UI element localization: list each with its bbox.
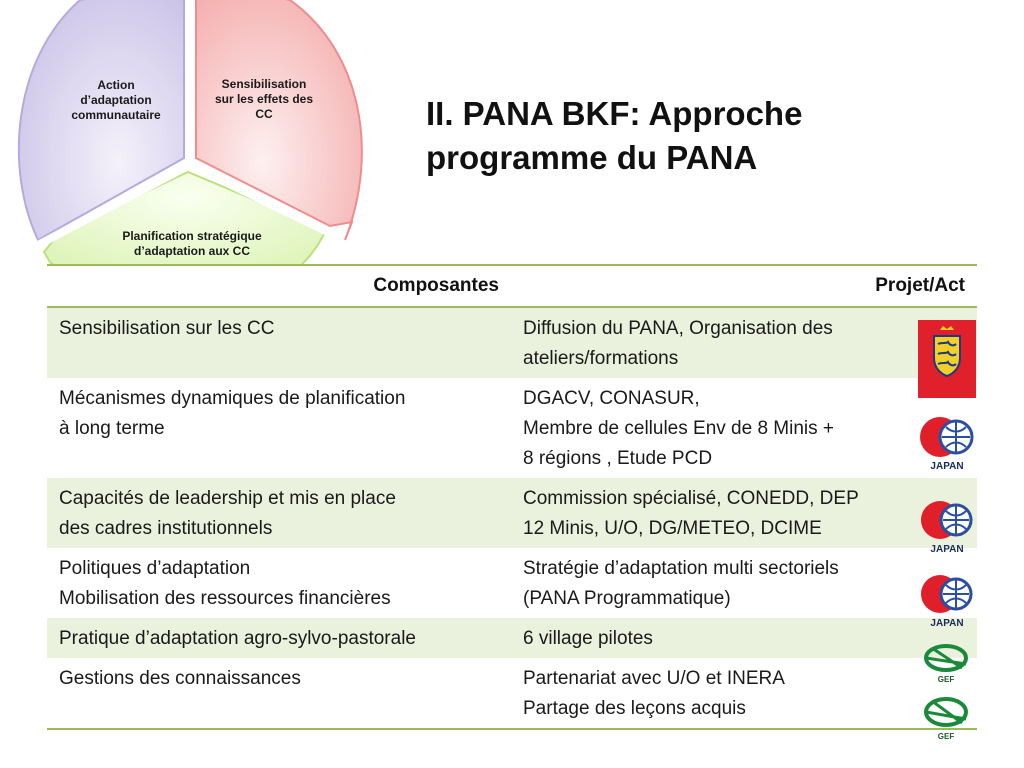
cell-line: Capacités de leadership et mis en place bbox=[59, 488, 396, 509]
cell-line: DGACV, CONASUR, bbox=[523, 388, 700, 409]
table-row bbox=[47, 378, 977, 478]
svg-text:JAPAN: JAPAN bbox=[930, 461, 964, 472]
cell-composante bbox=[47, 378, 511, 478]
table-row bbox=[47, 478, 977, 548]
title-line-2: programme du PANA bbox=[426, 139, 758, 176]
cell-line: des cadres institutionnels bbox=[59, 518, 273, 539]
cell-projet bbox=[511, 618, 977, 658]
svg-text:JAPAN: JAPAN bbox=[930, 544, 964, 555]
cell-line: Membre de cellules Env de 8 Minis + bbox=[523, 418, 835, 439]
title-line-1: II. PANA BKF: Approche bbox=[426, 95, 803, 132]
table-row bbox=[47, 658, 977, 729]
svg-text:GEF: GEF bbox=[937, 675, 955, 684]
table-row bbox=[47, 307, 977, 378]
cell-composante bbox=[47, 548, 511, 618]
cell-line: 12 Minis, U/O, DG/METEO, DCIME bbox=[523, 518, 822, 539]
cycle-label-planification: Planification stratégique d’adaptation aux CC bbox=[122, 229, 262, 258]
cell-line: Commission spécialisé, CONEDD, DEP bbox=[523, 488, 859, 509]
cell-line: Partenariat avec U/O et INERA bbox=[523, 668, 785, 689]
cell-line: Mobilisation des ressources financières bbox=[59, 588, 391, 609]
cell-composante bbox=[47, 658, 511, 729]
cell-projet bbox=[511, 378, 977, 478]
cell-line: Stratégie d’adaptation multi sectoriels bbox=[523, 558, 839, 579]
components-table bbox=[47, 264, 977, 730]
cell-line: 6 village pilotes bbox=[523, 628, 653, 649]
header-projet-act: Projet/Act bbox=[511, 265, 977, 307]
cell-line: Politiques d’adaptation bbox=[59, 558, 251, 579]
cell-line: Partage des leçons acquis bbox=[523, 698, 746, 719]
cell-composante bbox=[47, 478, 511, 548]
cell-line: Pratique d’adaptation agro-sylvo-pastorale bbox=[59, 628, 416, 649]
cell-line: Sensibilisation sur les CC bbox=[59, 318, 275, 339]
cell-projet bbox=[511, 478, 977, 548]
cell-line: ateliers/formations bbox=[523, 348, 679, 369]
cell-composante bbox=[47, 618, 511, 658]
svg-text:GEF: GEF bbox=[937, 732, 955, 741]
svg-text:JAPAN: JAPAN bbox=[930, 618, 964, 629]
cycle-label-sensibilisation: Sensibilisation sur les effets des CC bbox=[214, 77, 314, 121]
cell-line: Gestions des connaissances bbox=[59, 668, 301, 689]
cell-line: à long terme bbox=[59, 418, 165, 439]
cell-projet bbox=[511, 307, 977, 378]
cell-projet bbox=[511, 658, 977, 729]
cell-projet bbox=[511, 548, 977, 618]
cell-line: Mécanismes dynamiques de planification bbox=[59, 388, 406, 409]
cycle-label-action: Action d’adaptation communautaire bbox=[71, 78, 161, 122]
header-composantes: Composantes bbox=[47, 265, 511, 307]
page-title bbox=[426, 92, 986, 180]
cell-line: Diffusion du PANA, Organisation des bbox=[523, 318, 833, 339]
table-row bbox=[47, 548, 977, 618]
cell-composante bbox=[47, 307, 511, 378]
cell-line: 8 régions , Etude PCD bbox=[523, 448, 713, 469]
table-row bbox=[47, 618, 977, 658]
cell-line: (PANA Programmatique) bbox=[523, 588, 731, 609]
